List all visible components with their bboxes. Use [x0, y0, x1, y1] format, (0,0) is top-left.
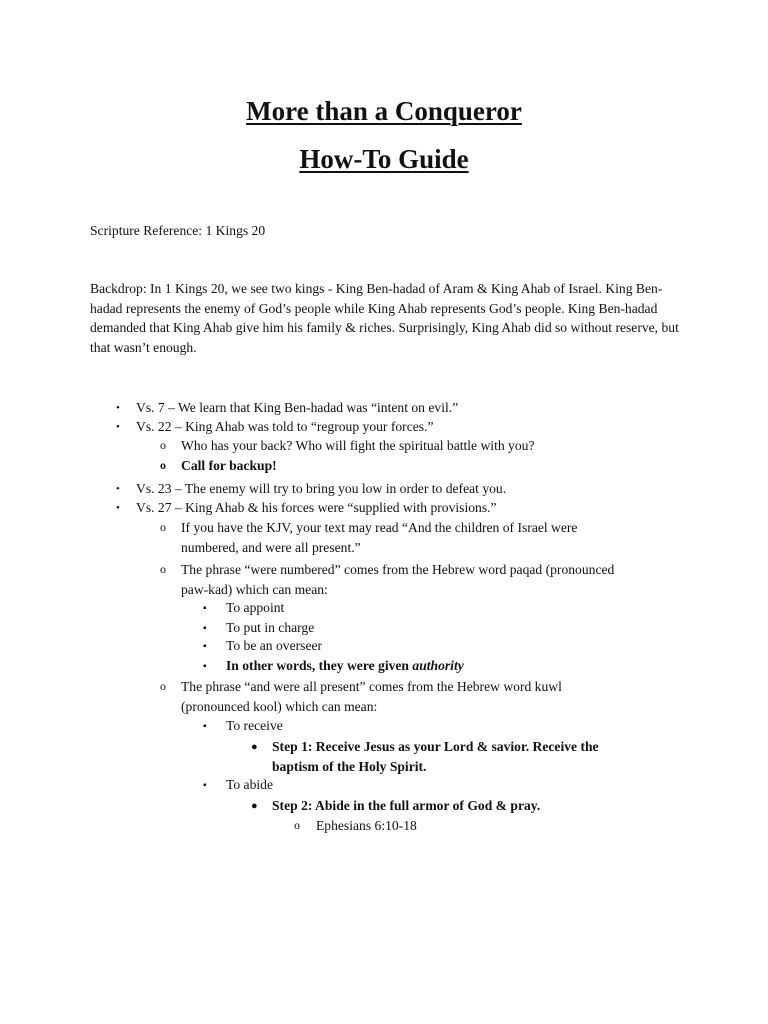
list-item-vs27: Vs. 27 – King Ahab & his forces were “supplied with provisions.”: [136, 500, 497, 515]
circle-marker: o: [160, 520, 166, 534]
list-item-step1-line2: baptism of the Holy Spirit.: [272, 759, 427, 774]
bullet-marker: •: [116, 402, 120, 414]
list-item-numbered-line2: paw-kad) which can mean:: [181, 582, 328, 597]
list-item-present-line2: (pronounced kool) which can mean:: [181, 699, 378, 714]
circle-marker: o: [160, 458, 166, 472]
list-item-step1-line1: Step 1: Receive Jesus as your Lord & savior. Receive the: [272, 739, 599, 754]
dot-marker: ●: [251, 741, 258, 753]
square-marker: ▪: [203, 641, 207, 652]
circle-marker: o: [294, 818, 300, 832]
list-item-appoint: To appoint: [226, 600, 285, 615]
list-item-overseer: To be an overseer: [226, 638, 323, 653]
list-item-step2: Step 2: Abide in the full armor of God & pray.: [272, 798, 541, 813]
list-item-abide: To abide: [226, 777, 273, 792]
document-title: More than a Conqueror: [246, 96, 522, 126]
backdrop-paragraph: Backdrop: In 1 Kings 20, we see two kings - King Ben-hadad of Aram & King Ahab of Israel. King Ben-hadad represents the enemy of God’s people while King Ahab represents God’s people. King Ben-hadad demanded that King Ahab give him his family & riches. Surprisingly, King Ahab did so without reserve, but that wasn’t enough.: [90, 281, 679, 355]
authority-prefix: In other words, they were given: [226, 658, 413, 673]
document-subtitle: How-To Guide: [299, 144, 469, 174]
list-item-vs7: Vs. 7 – We learn that King Ben-hadad was “intent on evil.”: [136, 400, 459, 415]
authority-word: authority: [412, 658, 464, 673]
list-item-vs23: Vs. 23 – The enemy will try to bring you low in order to defeat you.: [136, 481, 507, 496]
square-marker: ▪: [203, 780, 207, 791]
list-item-receive: To receive: [226, 718, 283, 733]
bullet-marker: •: [116, 421, 120, 433]
square-marker: ▪: [203, 721, 207, 732]
dot-marker: ●: [251, 800, 258, 812]
list-item-call-backup: Call for backup!: [181, 458, 277, 473]
bullet-marker: •: [116, 483, 120, 495]
circle-marker: o: [160, 438, 166, 452]
list-item-vs22: Vs. 22 – King Ahab was told to “regroup your forces.”: [136, 419, 434, 434]
list-item-numbered-line1: The phrase “were numbered” comes from the Hebrew word paqad (pronounced: [181, 562, 615, 577]
circle-marker: o: [160, 562, 166, 576]
circle-marker: o: [160, 679, 166, 693]
square-marker: ▪: [203, 661, 207, 672]
list-item-present-line1: The phrase “and were all present” comes from the Hebrew word kuwl: [181, 679, 562, 694]
scripture-reference: Scripture Reference: 1 Kings 20: [90, 223, 266, 238]
list-item-kjv-line2: numbered, and were all present.”: [181, 540, 361, 555]
list-item-authority: [226, 656, 464, 676]
square-marker: ▪: [203, 603, 207, 614]
list-item-ephesians: Ephesians 6:10-18: [316, 818, 417, 833]
list-item-kjv-line1: If you have the KJV, your text may read “And the children of Israel were: [181, 520, 578, 535]
list-item-backup-question: Who has your back? Who will fight the spiritual battle with you?: [181, 438, 535, 453]
list-item-charge: To put in charge: [226, 620, 315, 635]
bullet-marker: •: [116, 502, 120, 514]
square-marker: ▪: [203, 623, 207, 634]
